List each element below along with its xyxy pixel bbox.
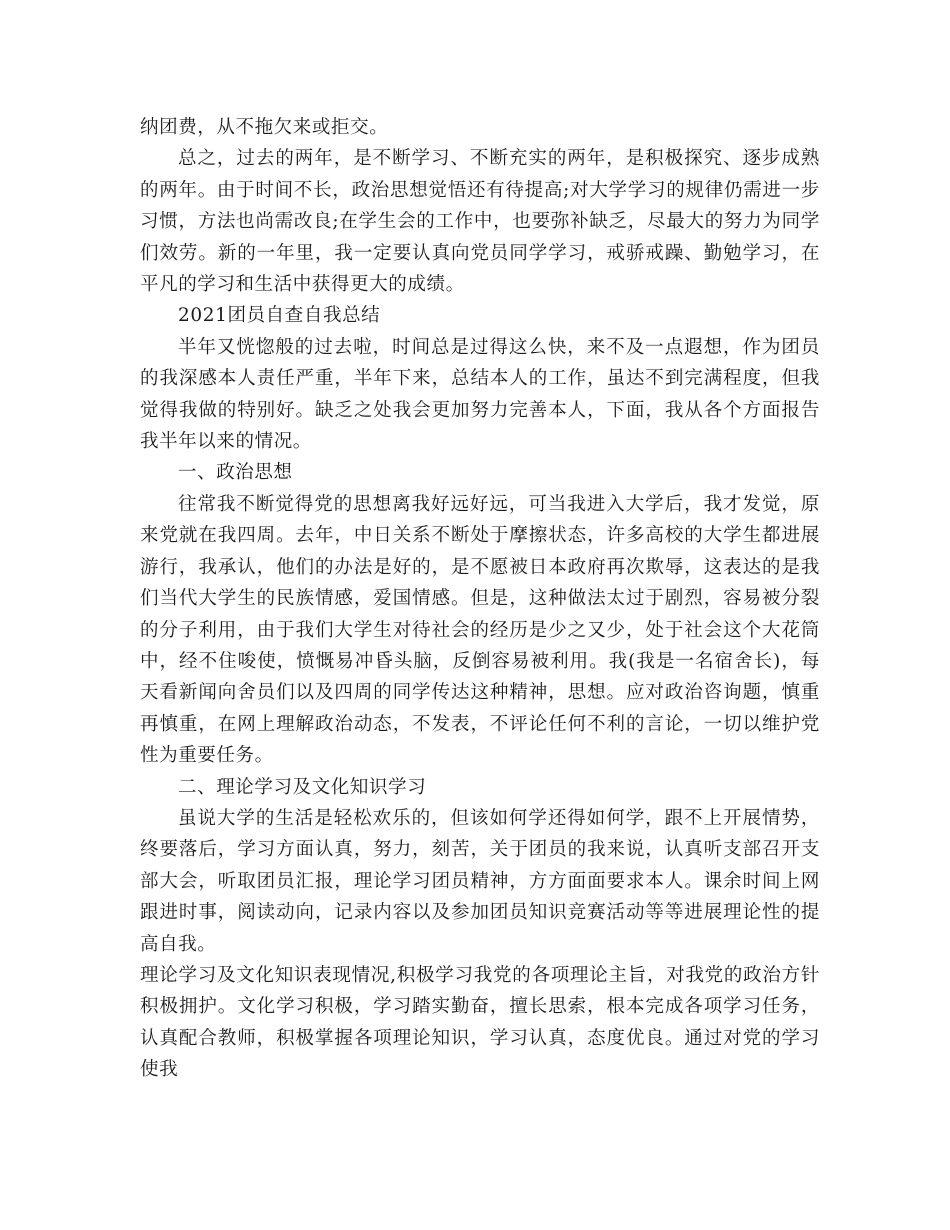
heading-political-thought: 一、政治思想 [178,462,293,484]
paragraph-university-study: 虽说大学的生活是轻松欢乐的，但该如何学还得如何学，跟不上开展情势，终要落后，学习方面认真，努力，刻苦，关于团员的我来说，认真听支部召开支部大会，听取团员汇报，理论学习团员精神，方方面面要求本人。课余时间上网跟进时事，阅读动向，记录内容以及参加团员知识竞赛活动等等进展理论性的提高自我。 [140,807,820,955]
paragraph-political-thought: 往常我不断觉得党的思想离我好远好远，可当我进入大学后，我才发觉，原来党就在我四周。去年，中日关系不断处于摩擦状态，许多高校的大学生都进展游行，我承认，他们的办法是好的，是不愿被日本政府再次欺辱，这表达的是我们当代大学生的民族情感，爱国情感。但是，这种做法太过于剧烈，容易被分裂的分子利用，由于我们大学生对待社会的经历是少之又少，处于社会这个大花筒中，经不住唆使，愤慨易冲昏头脑，反倒容易被利用。我(我是一名宿舍长)，每天看新闻向舍员们以及四周的同学传达这种精神，思想。应对政治咨询题，慎重再慎重，在网上理解政治动态，不发表，不评论任何不利的言论，一切以维护党性为重要任务。 [140,493,820,767]
paragraph-half-year: 半年又恍惚般的过去啦，时间总是过得这么快，来不及一点遐想，作为团员的我深感本人责任严重，半年下来，总结本人的工作，虽达不到完满程度，但我觉得我做的特别好。缺乏之处我会更加努力完善本人，下面，我从各个方面报告我半年以来的情况。 [140,336,820,453]
section-title-self-review: 2021团员自查自我总结 [178,305,381,327]
document-body [140,112,820,1086]
heading-theory-study: 二、理论学习及文化知识学习 [178,776,427,798]
paragraph-summary: 总之，过去的两年，是不断学习、不断充实的两年，是积极探究、逐步成熟的两年。由于时间不长，政治思想觉悟还有待提高;对大学学习的规律仍需进一步习惯，方法也尚需改良;在学生会的工作中，也要弥补缺乏，尽最大的努力为同学们效劳。新的一年里，我一定要认真向党员同学学习，戒骄戒躁、勤勉学习，在平凡的学习和生活中获得更大的成绩。 [140,148,820,296]
paragraph-fee: 纳团费，从不拖欠来或拒交。 [140,117,389,138]
paragraph-theory-performance: 理论学习及文化知识表现情况,积极学习我党的各项理论主旨，对我党的政治方针积极拥护。文化学习积极，学习踏实勤奋，擅长思索，根本完成各项学习任务，认真配合教师，积极掌握各项理论知识，学习认真，态度优良。通过对党的学习使我 [140,964,820,1081]
